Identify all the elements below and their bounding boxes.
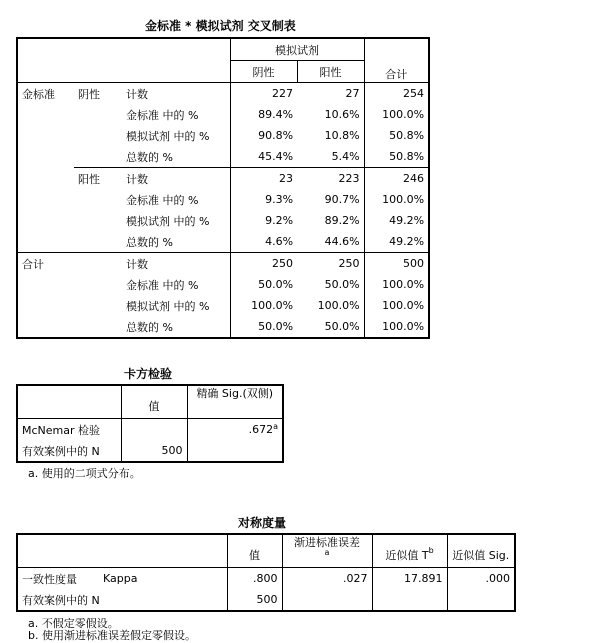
symmetric-row-label: 一致性度量 xyxy=(17,568,87,590)
chisq-col-value: 值 xyxy=(121,385,187,419)
group-label xyxy=(74,189,122,210)
cell-neg: 9.2% xyxy=(230,210,297,231)
symmetric-table xyxy=(16,533,516,612)
cell-pos: 89.2% xyxy=(324,214,360,227)
cell-pos: 250 xyxy=(297,253,364,275)
chisq-row-sig xyxy=(187,440,283,462)
stat-label: 计数 xyxy=(122,83,230,105)
cell-total: 50.8% xyxy=(364,146,429,168)
chisq-table xyxy=(16,384,284,463)
group-label xyxy=(74,146,122,168)
stat-label: 计数 xyxy=(122,168,230,190)
row-var-label xyxy=(17,189,74,210)
symmetric-col-value: 值 xyxy=(227,534,282,568)
symmetric-row-sig xyxy=(447,589,515,611)
col-group-header: 模拟试剂 xyxy=(230,38,364,61)
chisq-corner xyxy=(17,385,121,419)
table-row xyxy=(17,104,429,125)
symmetric-row-t xyxy=(372,589,447,611)
chisq-row-sig: .672$^a$ xyxy=(187,419,283,441)
symmetric-note-b: b. 使用渐进标准误差假定零假设。 xyxy=(28,629,196,642)
cell-neg: 4.6% xyxy=(230,231,297,253)
cell-pos: 5.4% xyxy=(331,150,360,163)
chisq-row-label: McNemar 检验 xyxy=(17,419,121,441)
cell-neg: 50.0% xyxy=(230,316,297,338)
total-label xyxy=(17,274,74,295)
blank xyxy=(74,253,122,275)
symmetric-row-label: 有效案例中的 N xyxy=(17,589,227,611)
cell-neg: 50.0% xyxy=(230,274,297,295)
cell-total: 49.2% xyxy=(364,210,429,231)
table-row xyxy=(17,83,429,105)
table-row xyxy=(17,440,283,462)
table-row xyxy=(17,274,429,295)
symmetric-row-value: 500 xyxy=(227,589,282,611)
table-row xyxy=(17,295,429,316)
cell-total: 49.2% xyxy=(364,231,429,253)
table-row xyxy=(17,210,429,231)
chisq-row-value: 500 xyxy=(121,440,187,462)
col-pos-header: 阳性 xyxy=(297,61,364,83)
chisq-note: a. 使用的二项式分布。 xyxy=(28,467,141,480)
table-row xyxy=(17,253,429,275)
symmetric-title: 对称度量 xyxy=(238,516,287,530)
group-label xyxy=(74,231,122,253)
cell-neg: 250 xyxy=(230,253,297,275)
total-label xyxy=(17,295,74,316)
chisq-row-label: 有效案例中的 N xyxy=(17,440,121,462)
symmetric-row-se: .027 xyxy=(282,568,372,590)
symmetric-col-se: 渐进标准误差 $^a$ xyxy=(282,534,372,568)
crosstab-title: 金标准 * 模拟试剂 交叉制表 xyxy=(145,19,296,33)
cell-pos: 27 xyxy=(345,87,360,100)
col-neg-header: 阴性 xyxy=(230,61,297,83)
row-var-label xyxy=(17,210,74,231)
cell-pos: 50.0% xyxy=(324,320,360,333)
symmetric-row-value: .800 xyxy=(227,568,282,590)
symmetric-col-sig: 近似值 Sig. xyxy=(447,534,515,568)
total-label: 合计 xyxy=(17,253,74,275)
group-label xyxy=(74,125,122,146)
cell-total: 100.0% xyxy=(364,316,429,338)
cell-pos: 223 xyxy=(297,168,364,190)
table-row xyxy=(17,146,429,168)
row-var-label xyxy=(17,231,74,253)
crosstab-corner xyxy=(17,38,230,83)
cell-total: 50.8% xyxy=(364,125,429,146)
blank xyxy=(74,295,122,316)
symmetric-col-t: 近似值 $T^b$ xyxy=(372,534,447,568)
table-row xyxy=(17,568,515,590)
cell-total: 100.0% xyxy=(364,189,429,210)
group-label: 阴性 xyxy=(78,87,100,101)
stat-label: 模拟试剂 中的 % xyxy=(122,295,230,316)
cell-neg: 89.4% xyxy=(230,104,297,125)
row-var-label xyxy=(17,146,74,168)
row-var-label: 金标准 xyxy=(22,87,55,101)
symmetric-row-se xyxy=(282,589,372,611)
table-row xyxy=(17,168,429,190)
cell-pos: 10.8% xyxy=(324,129,360,142)
stat-label: 模拟试剂 中的 % xyxy=(122,210,230,231)
crosstab-table xyxy=(16,37,430,339)
table-row xyxy=(17,189,429,210)
chisq-row-value xyxy=(121,419,187,441)
cell-pos: 100.0% xyxy=(317,299,360,312)
stat-label: 总数的 % xyxy=(122,316,230,338)
row-var-label xyxy=(17,104,74,125)
symmetric-note-a: a. 不假定零假设。 xyxy=(28,617,119,630)
table-row xyxy=(17,419,283,441)
cell-pos: 44.6% xyxy=(324,235,360,248)
symmetric-row-sub: Kappa xyxy=(87,568,227,590)
symmetric-row-sig: .000 xyxy=(447,568,515,590)
stat-label: 总数的 % xyxy=(122,146,230,168)
table-row xyxy=(17,231,429,253)
cell-total: 500 xyxy=(364,253,429,275)
cell-neg: 90.8% xyxy=(230,125,297,146)
symmetric-corner xyxy=(17,534,227,568)
group-label xyxy=(74,210,122,231)
cell-neg: 23 xyxy=(230,168,297,190)
cell-total: 100.0% xyxy=(364,104,429,125)
table-row xyxy=(17,316,429,338)
stat-label: 金标准 中的 % xyxy=(122,274,230,295)
cell-neg: 100.0% xyxy=(230,295,297,316)
cell-neg: 9.3% xyxy=(230,189,297,210)
group-label xyxy=(74,104,122,125)
cell-pos: 90.7% xyxy=(324,193,360,206)
row-var-label xyxy=(17,168,74,190)
stat-label: 计数 xyxy=(122,253,230,275)
symmetric-row-t: 17.891 xyxy=(372,568,447,590)
chisq-title: 卡方检验 xyxy=(124,367,173,381)
cell-total: 254 xyxy=(364,83,429,105)
cell-total: 100.0% xyxy=(364,295,429,316)
group-label: 阳性 xyxy=(74,168,122,190)
blank xyxy=(74,274,122,295)
stat-label: 金标准 中的 % xyxy=(122,189,230,210)
total-label xyxy=(17,316,74,338)
cell-total: 246 xyxy=(364,168,429,190)
cell-pos: 50.0% xyxy=(324,278,360,291)
table-row xyxy=(17,125,429,146)
crosstab-body xyxy=(17,83,429,339)
col-total-header: 合计 xyxy=(364,38,429,83)
blank xyxy=(74,316,122,338)
table-row xyxy=(17,589,515,611)
cell-neg: 45.4% xyxy=(230,146,297,168)
row-var-label xyxy=(17,125,74,146)
cell-pos: 10.6% xyxy=(324,108,360,121)
cell-neg: 227 xyxy=(230,83,297,105)
chisq-col-sig: 精确 Sig.(双侧) xyxy=(187,385,283,419)
cell-total: 100.0% xyxy=(364,274,429,295)
stat-label: 金标准 中的 % xyxy=(122,104,230,125)
stat-label: 总数的 % xyxy=(122,231,230,253)
stat-label: 模拟试剂 中的 % xyxy=(122,125,230,146)
